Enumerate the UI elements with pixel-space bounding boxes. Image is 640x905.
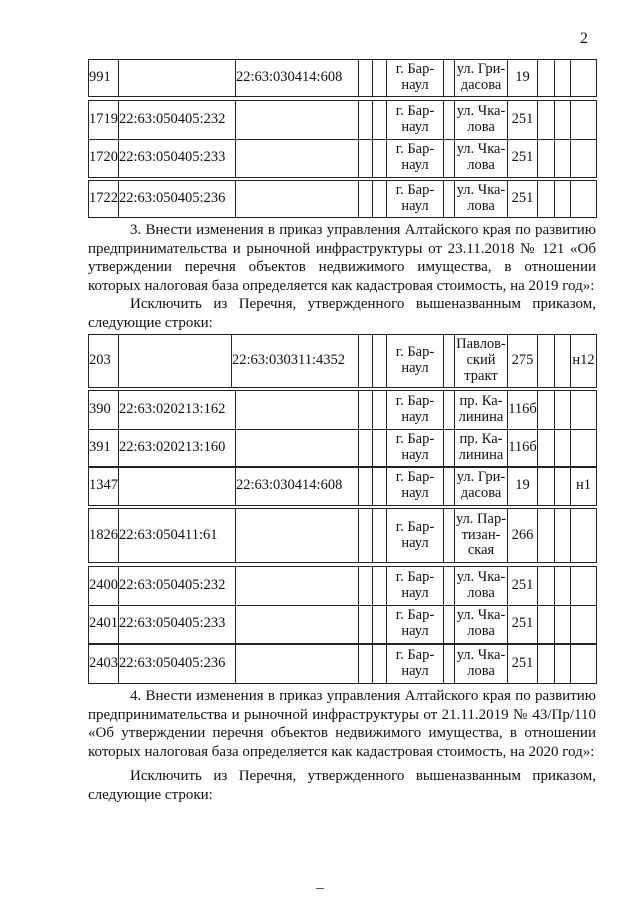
table-row-group [88,100,597,178]
footer-mark [316,888,324,889]
cadastral-number-alt [236,139,359,178]
row-number: 390 [89,391,119,430]
city: г. Бар-наул [387,645,444,684]
street: ул. Чка-лова [455,645,508,684]
table-row [88,59,597,97]
paragraph-4-text: 4. Внести изменения в приказ управления Алтайского края по развитию предпринимательства и рыночной инфраструктуры от 21.11.2019 № 43/Пр/110 «Об утверждении перечня объектов недвижимого имущества, в отношении которых налоговая база определяется как кадастровая стоимость, на 2020 год»: [88,688,596,760]
cadastral-number-alt [236,567,359,606]
room-number [571,101,597,140]
city: г. Бар-наул [387,509,444,563]
paragraph-4 [88,687,596,805]
house-number: 275 [508,335,538,388]
cadastral-number: 22:63:050411:61 [119,509,236,563]
cadastral-number-alt: 22:63:030414:608 [236,60,359,97]
street: ул. Чка-лова [455,605,508,644]
cadastral-number-alt [236,605,359,644]
cadastral-number-alt: 22:63:030311:4352 [232,335,359,388]
house-number: 251 [508,567,538,606]
row-number: 2400 [89,567,119,606]
table-row [89,101,597,140]
city: г. Бар-наул [387,101,444,140]
cadastral-number: 22:63:050405:236 [119,181,236,218]
table-row [89,567,597,606]
table-row [89,429,597,468]
city: г. Бар-наул [387,335,444,388]
cadastral-number: 22:63:050405:233 [119,139,236,178]
cadastral-number: 22:63:020213:162 [119,391,236,430]
house-number: 251 [508,645,538,684]
row-number: 991 [89,60,119,97]
table-row-group [88,566,597,644]
street: ул. Чка-лова [455,101,508,140]
cadastral-number-alt [236,391,359,430]
city: г. Бар-наул [387,605,444,644]
house-number: 251 [508,139,538,178]
city: г. Бар-наул [387,60,444,97]
city: г. Бар-наул [387,429,444,468]
row-number: 2403 [89,645,119,684]
table-row [88,180,597,218]
street: пр. Ка-линина [455,429,508,468]
row-number: 2401 [89,605,119,644]
row-number: 1720 [89,139,119,178]
street: ул. Гри-дасова [455,467,508,506]
table-row [89,605,597,644]
cadastral-number: 22:63:050405:233 [119,605,236,644]
room-number [571,391,597,430]
street: Павлов-ский тракт [455,335,508,388]
room-number [571,567,597,606]
row-number: 1722 [89,181,119,218]
paragraph-3 [88,221,596,333]
cadastral-number-alt [236,181,359,218]
room-number [571,645,597,684]
room-number [571,60,597,97]
street: ул. Пар-тизан-ская [455,509,508,563]
row-number: 1826 [89,509,119,563]
room-number: н1 [571,467,597,506]
table-row [88,334,597,388]
house-number: 116б [508,391,538,430]
room-number [571,605,597,644]
cadastral-number [119,60,236,97]
row-number: 1347 [89,467,119,506]
city: г. Бар-наул [387,567,444,606]
row-number: 1719 [89,101,119,140]
room-number [571,139,597,178]
room-number: н12 [571,335,597,388]
cadastral-number [119,335,232,388]
house-number: 116б [508,429,538,468]
row-number: 203 [89,335,119,388]
cadastral-number-alt [236,645,359,684]
street: пр. Ка-линина [455,391,508,430]
city: г. Бар-наул [387,139,444,178]
cadastral-number: 22:63:050405:232 [119,567,236,606]
paragraph-4-exclude: Исключить из Перечня, утвержденного вышеназванным приказом, следующие строки: [88,768,596,803]
street: ул. Чка-лова [455,181,508,218]
table-row-group [88,390,597,468]
room-number [571,181,597,218]
city: г. Бар-наул [387,181,444,218]
page-number: 2 [580,30,588,47]
cadastral-number: 22:63:050405:236 [119,645,236,684]
cadastral-number-alt [236,509,359,563]
cadastral-number: 22:63:020213:160 [119,429,236,468]
row-number: 391 [89,429,119,468]
street: ул. Гри-дасова [455,60,508,97]
table-row [88,508,597,563]
street: ул. Чка-лова [455,567,508,606]
house-number: 266 [508,509,538,563]
house-number: 19 [508,467,538,506]
table-row [89,391,597,430]
city: г. Бар-наул [387,467,444,506]
house-number: 251 [508,181,538,218]
city: г. Бар-наул [387,391,444,430]
house-number: 251 [508,101,538,140]
house-number: 19 [508,60,538,97]
paragraph-3-text: 3. Внести изменения в приказ управления Алтайского края по развитию предпринимательства и рыночной инфраструктуры от 23.11.2018 № 121 «Об утверждении перечня объектов недвижимого имущества, в отношении которых налоговая база определяется как кадастровая стоимость, на 2019 год»: [88,222,596,294]
table-row [88,466,597,506]
cadastral-number-alt [236,101,359,140]
table-row [88,644,597,684]
house-number: 251 [508,605,538,644]
cadastral-number [119,467,236,506]
room-number [571,429,597,468]
cadastral-number: 22:63:050405:232 [119,101,236,140]
street: ул. Чка-лова [455,139,508,178]
cadastral-number-alt: 22:63:030414:608 [236,467,359,506]
room-number [571,509,597,563]
cadastral-number-alt [236,429,359,468]
paragraph-3-exclude: Исключить из Перечня, утвержденного вышеназванным приказом, следующие строки: [88,296,596,331]
table-row [89,139,597,178]
